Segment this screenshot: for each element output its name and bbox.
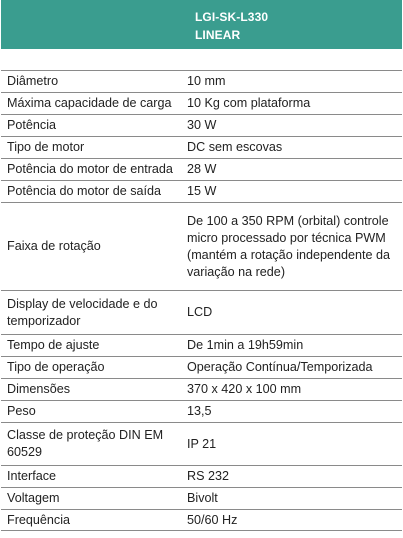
spec-value: 10 mm xyxy=(187,74,226,88)
spec-label: Tipo de motor xyxy=(7,140,85,154)
spec-value: 13,5 xyxy=(187,404,212,418)
spec-row-faixa-rotacao xyxy=(1,202,402,290)
spec-row-potencia xyxy=(1,114,402,136)
spec-label: Potência do motor de saída xyxy=(7,184,162,198)
spec-label: Máxima capacidade de carga xyxy=(7,96,172,110)
spec-table xyxy=(1,70,402,531)
spec-value: 50/60 Hz xyxy=(187,512,238,527)
spec-row-capacidade xyxy=(1,92,402,114)
spec-label: Potência do motor de entrada xyxy=(7,162,173,176)
model-name: LGI-SK-L330 xyxy=(195,10,269,24)
spec-label: Tempo de ajuste xyxy=(7,338,100,352)
spec-value: DC sem escovas xyxy=(187,140,283,154)
spec-row-peso xyxy=(1,400,402,422)
spec-label: Classe de proteção DIN EM 60529 xyxy=(7,428,164,459)
spec-row-voltagem xyxy=(1,487,402,509)
spec-value: 15 W xyxy=(187,184,217,198)
spec-value: RS 232 xyxy=(187,469,230,483)
spec-header xyxy=(1,0,402,49)
spec-label: Display de velocidade e do temporizador xyxy=(7,296,158,328)
spec-value: 30 W xyxy=(187,118,217,132)
spec-label: Dimensões xyxy=(7,382,70,396)
spec-value: IP 21 xyxy=(187,436,217,451)
spec-value: 10 Kg com plataforma xyxy=(187,96,311,110)
spec-row-protecao xyxy=(1,422,402,465)
spec-label: Potência xyxy=(7,118,57,132)
spec-value: Operação Contínua/Temporizada xyxy=(187,360,373,374)
spec-label: Voltagem xyxy=(7,491,60,505)
spec-row-potencia-entrada xyxy=(1,158,402,180)
spec-row-tempo-ajuste xyxy=(1,334,402,356)
spec-value: 28 W xyxy=(187,162,217,176)
spec-row-display xyxy=(1,290,402,334)
spec-row-tipo-motor xyxy=(1,136,402,158)
spec-value: De 100 a 350 RPM (orbital) controle micro processado por técnica PWM (mantém a rotação independente da variação na rede) xyxy=(187,213,391,279)
spec-value: LCD xyxy=(187,305,213,319)
spec-label: Interface xyxy=(7,469,57,483)
spec-row-diametro xyxy=(1,70,402,92)
spec-value: Bivolt xyxy=(187,491,218,505)
spec-label: Diâmetro xyxy=(7,74,59,88)
spec-sheet xyxy=(1,0,402,538)
spec-label: Faixa de rotação xyxy=(7,239,101,253)
spec-value: 370 x 420 x 100 mm xyxy=(187,382,302,396)
spec-row-potencia-saida xyxy=(1,180,402,202)
spec-row-dimensoes xyxy=(1,378,402,400)
spec-row-interface xyxy=(1,465,402,487)
spec-value: De 1min a 19h59min xyxy=(187,338,304,352)
spec-row-tipo-operacao xyxy=(1,356,402,378)
spec-label: Peso xyxy=(7,404,36,418)
spec-label: Tipo de operação xyxy=(7,360,105,374)
spec-label: Frequência xyxy=(7,512,71,527)
model-type: LINEAR xyxy=(195,28,241,42)
spec-row-frequencia xyxy=(1,509,402,531)
